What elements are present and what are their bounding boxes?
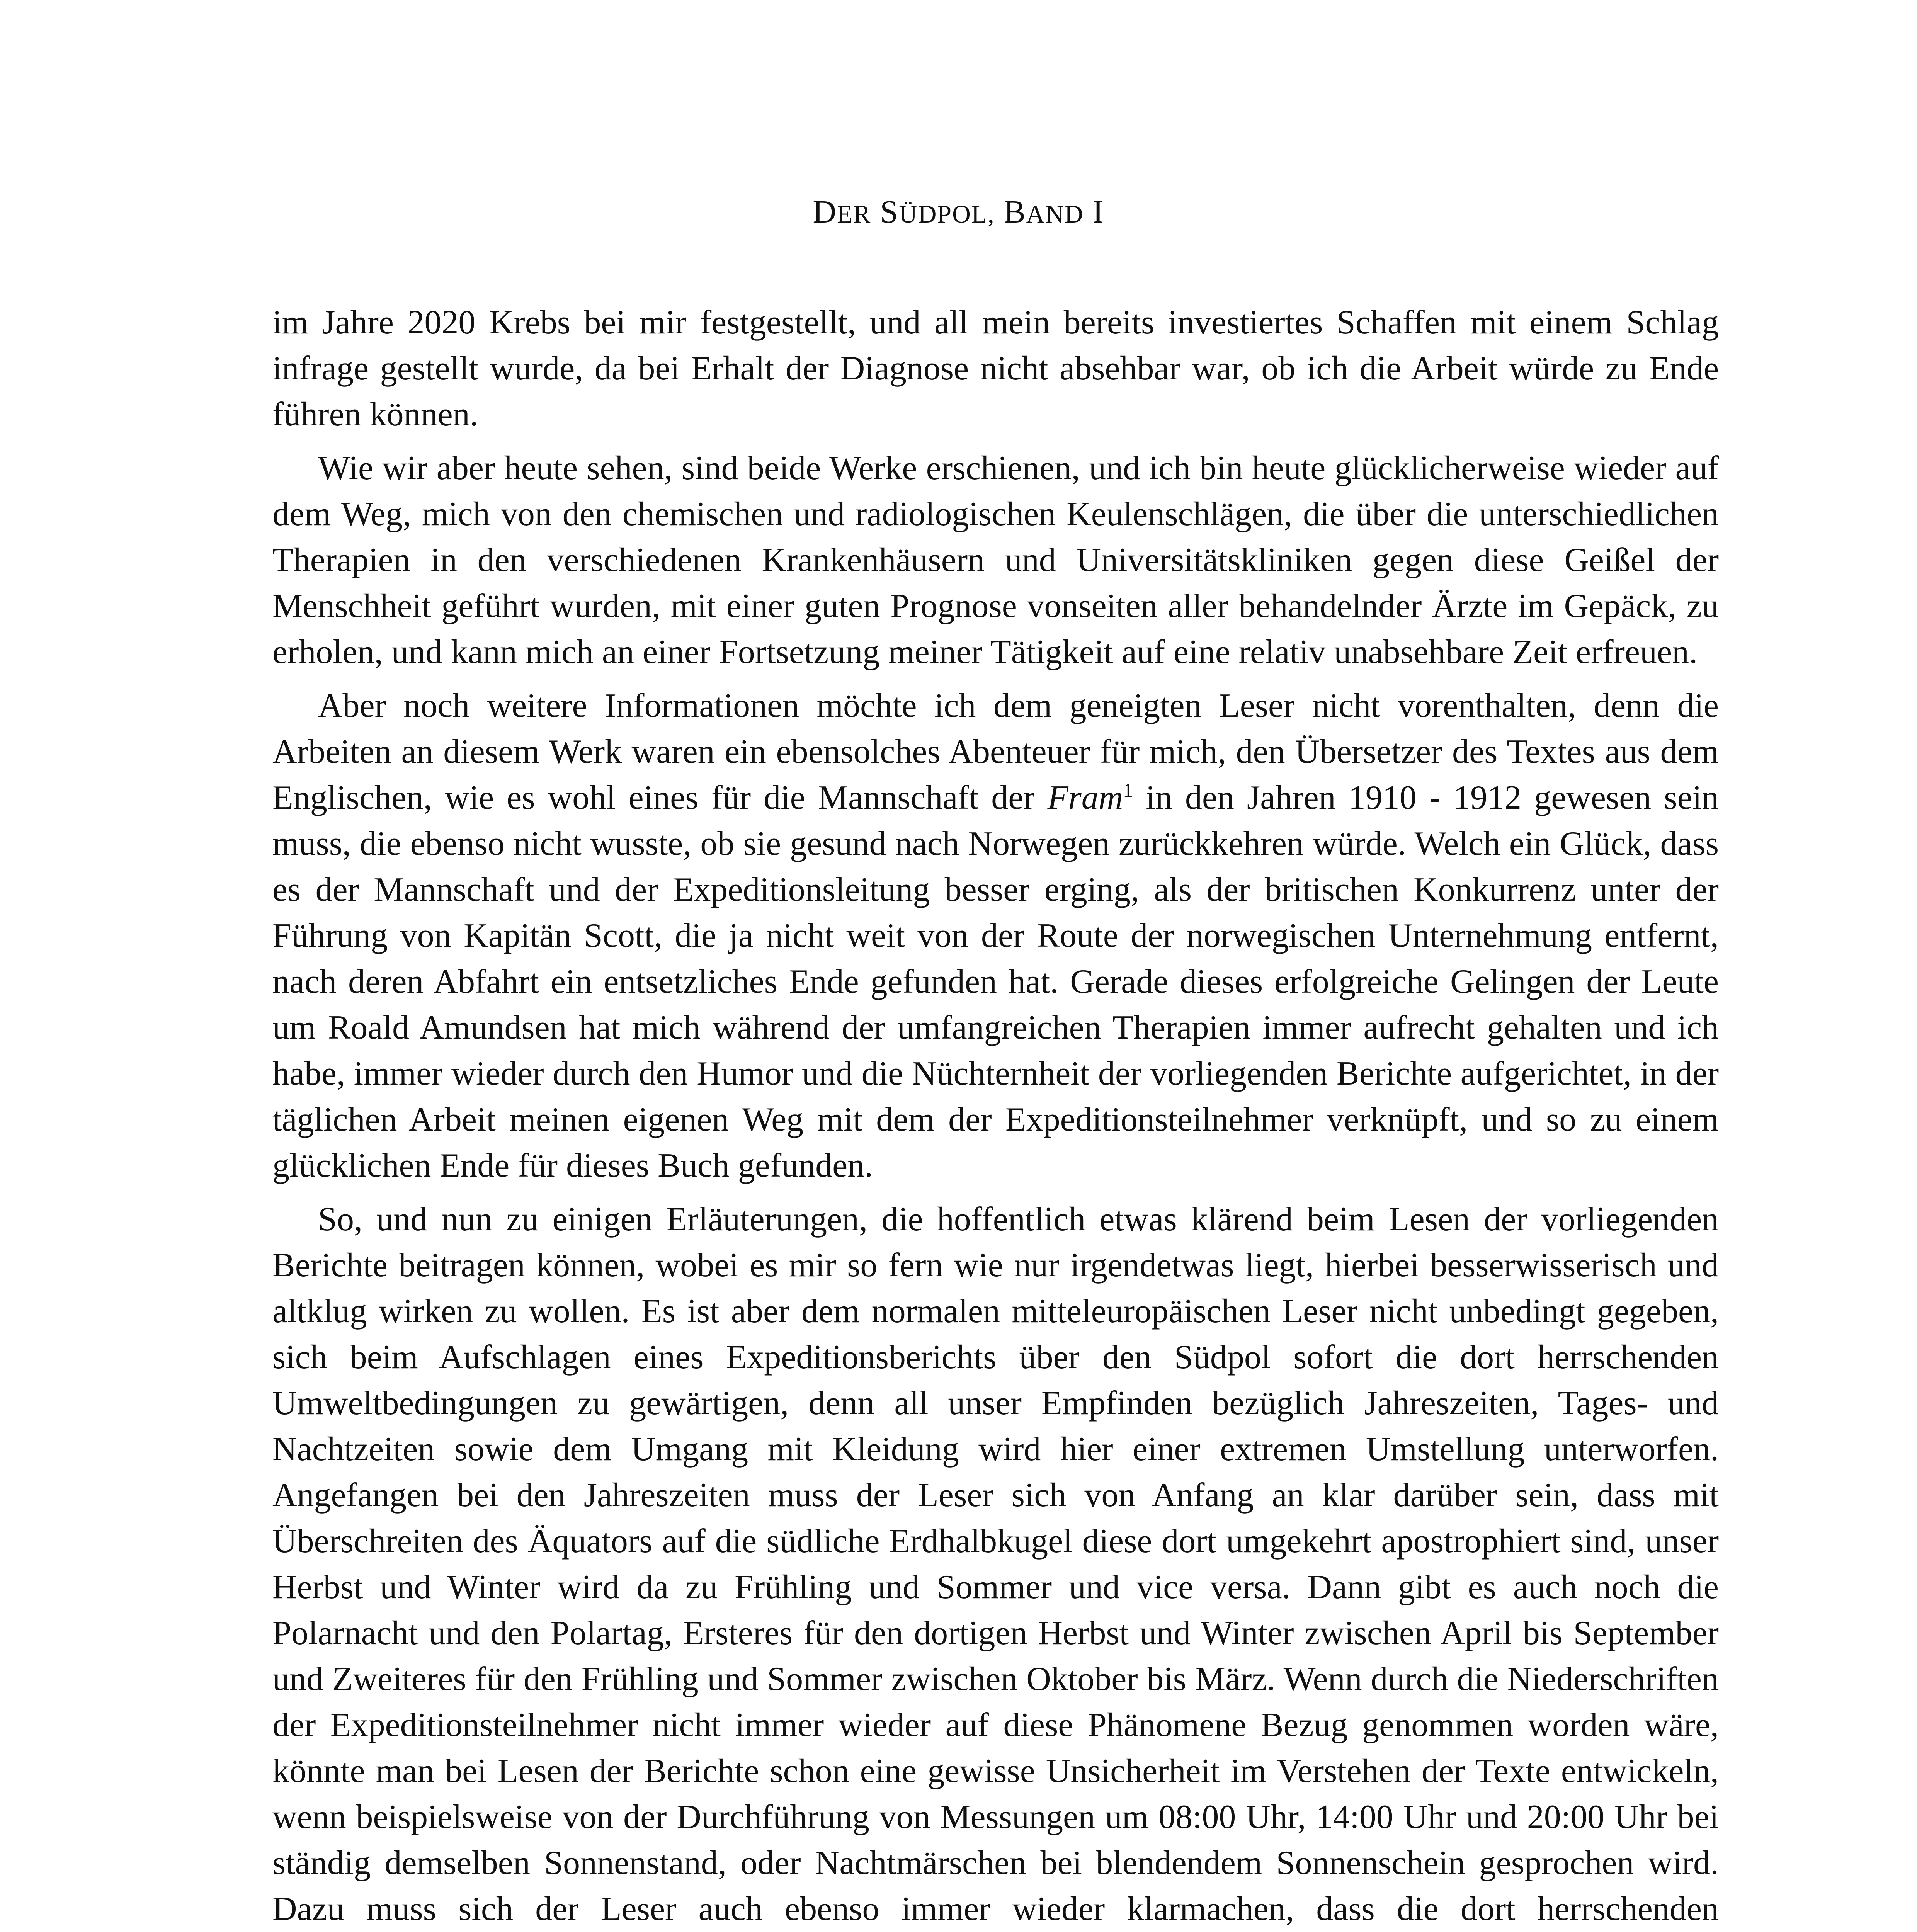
paragraph: Wie wir aber heute sehen, sind beide Werke erschienen, und ich bin heute glücklicherweise wieder auf dem Weg, mich von den chemischen und radiologischen Keulenschlägen, die über die unterschiedlichen Therapien in den verschiedenen Krankenhäusern und Universitätskliniken gegen diese Geißel der Menschheit geführt wurden, mit einer guten Prognose vonseiten aller behandelnder Ärzte im Gepäck, zu erholen, und kann mich an einer Fortsetzung meiner Tätigkeit auf eine relativ unabsehbare Zeit erfreuen. bbox=[272, 449, 1719, 671]
running-head-smallcaps: ER bbox=[837, 200, 871, 228]
body-text bbox=[272, 299, 1719, 1932]
paragraph: im Jahre 2020 Krebs bei mir festgestellt, und all mein bereits investiertes Schaffen mit einem Schlag infrage gestellt wurde, da bei Erhalt der Diagnose nicht absehbar war, ob ich die Arbeit würde zu Ende führen können. bbox=[272, 304, 1719, 433]
ship-name: Fram bbox=[1047, 779, 1123, 816]
running-head-initial: D bbox=[813, 194, 837, 230]
paragraph-text: in den Jahren 1910 - 1912 gewesen sein muss, die ebenso nicht wusste, ob sie gesund nach Norwegen zurückkehren würde. Welch ein Glück, dass es der Mannschaft und der Expeditionsleitung besser erging, als der britischen Konkurrenz unter der Führung von Kapitän Scott, die ja nicht weit von der Route der norwegischen Unternehmung entfernt, nach deren Abfahrt ein entsetzliches Ende gefunden hat. Gerade dieses erfolgreiche Gelingen der Leute um Roald Amundsen hat mich während der umfangreichen Therapien immer aufrecht gehalten und ich habe, immer wieder durch den Humor und die Nüchternheit der vorliegenden Berichte aufgerichtet, in der täglichen Arbeit meinen eigenen Weg mit dem der Expeditionsteilnehmer verknüpft, und so zu einem glücklichen Ende für dieses Buch gefunden. bbox=[272, 779, 1719, 1184]
footnote-reference[interactable]: 1 bbox=[1123, 779, 1133, 802]
paragraph bbox=[272, 683, 1719, 1189]
running-head-smallcaps: ÜDPOL, bbox=[899, 200, 995, 228]
running-head-initial: B bbox=[1004, 194, 1026, 230]
paragraph-text: Aber noch weitere Informationen möchte ich dem geneigten Leser nicht vorenthalten, denn die Arbeiten an diesem Werk waren ein ebensolches Abenteuer für mich, den Übersetzer des Textes aus dem Englischen, wie es wohl eines für die Mannschaft der bbox=[272, 687, 1719, 816]
paragraph: So, und nun zu einigen Erläuterungen, die hoffentlich etwas klärend beim Lesen der vorliegenden Berichte beitragen können, wobei es mir so fern wie nur irgendetwas liegt, hierbei besserwisserisch und altklug wirken zu wollen. Es ist aber dem normalen mitteleuropäischen Leser nicht unbedingt gegeben, sich beim Aufschlagen eines Expeditionsberichts über den Südpol sofort die dort herrschenden Umweltbedingungen zu gewärtigen, denn all unser Empfinden bezüglich Jahreszeiten, Tages- und Nachtzeiten sowie dem Umgang mit Kleidung wird hier einer extremen Umstellung unterworfen. Angefangen bei den Jahreszeiten muss der Leser sich von Anfang an klar darüber sein, dass mit Überschreiten des Äquators auf die südliche Erdhalbkugel diese dort umgekehrt apostrophiert sind, unser Herbst und Winter wird da zu Frühling und Sommer und vice versa. Dann gibt es auch noch die Polarnacht und den Polartag, Ersteres für den dortigen Herbst und Winter zwischen April bis September und Zweiteres für den Frühling und Sommer zwischen Oktober bis März. Wenn durch die Niederschriften der Expeditionsteilnehmer nicht immer wieder auf diese Phänomene Bezug genommen worden wäre, könnte man bei Lesen der Berichte schon eine gewisse Unsicherheit im Verstehen der Texte entwickeln, wenn beispielsweise von der Durchführung von Messungen um 08:00 Uhr, 14:00 Uhr und 20:00 Uhr bei ständig demselben Sonnenstand, oder Nachtmärschen bei blendendem Sonnenschein gesprochen wird. Dazu muss sich der Leser auch ebenso immer wieder klarmachen, dass die dort herrschenden bbox=[272, 1201, 1719, 1928]
running-head-smallcaps: AND bbox=[1026, 200, 1084, 228]
running-head bbox=[0, 193, 1917, 231]
running-head-initial: S bbox=[880, 194, 899, 230]
running-head-volume: I bbox=[1092, 194, 1104, 230]
